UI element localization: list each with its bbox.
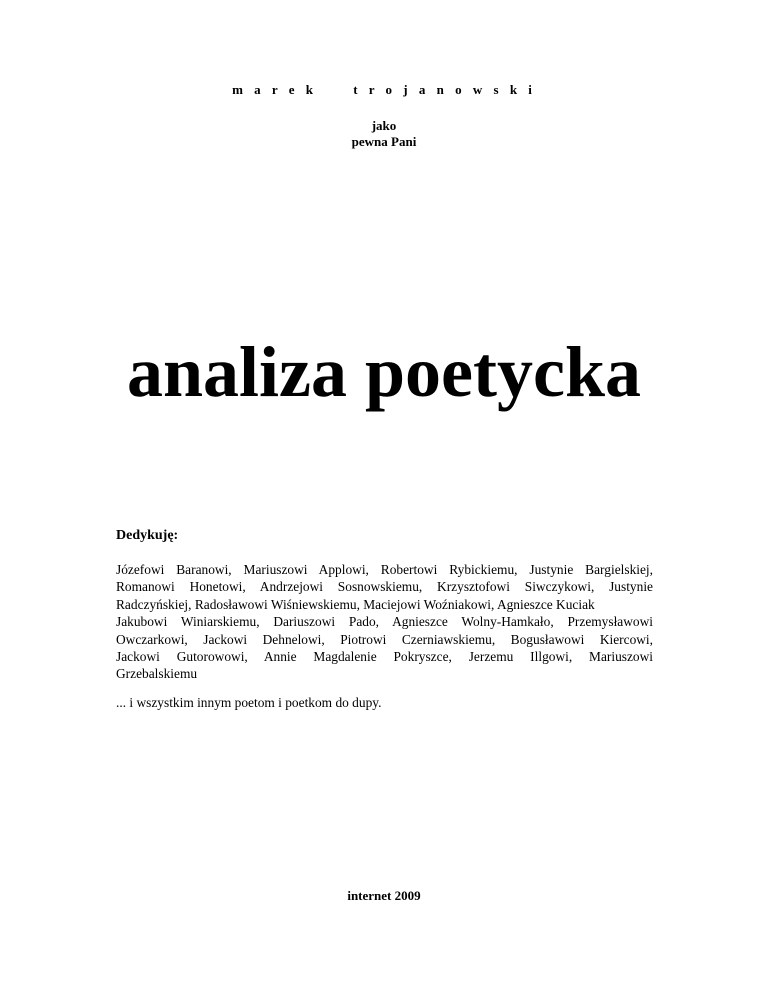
dedication-closing: ... i wszystkim innym poetom i poetkom do dupy. [116,695,382,710]
dedication-line: Grzebalskiemu [116,666,198,682]
subtitle-line-2: pewna Pani [351,134,417,149]
dedication-line: Jakubowi Winiarskiemu, Dariuszowi Pado, Agnieszce Wolny-Hamkało, Przemysławowi [116,614,653,630]
subtitle [0,118,768,150]
main-title: analiza poetycka [127,332,641,412]
footer-text: internet 2009 [347,888,421,903]
dedication-heading: Dedykuję: [116,528,179,543]
dedication-body [116,561,653,683]
dedication-line: Romanowi Honetowi, Andrzejowi Sosnowskiemu, Krzysztofowi Siwczykowi, Justynie [116,579,653,595]
dedication-line: Jackowi Gutorowowi, Annie Magdalenie Pokryszce, Jerzemu Illgowi, Mariuszowi [116,649,653,665]
dedication-line: Radczyńskiej, Radosławowi Wiśniewskiemu, Maciejowi Woźniakowi, Agnieszce Kuciak [116,596,595,612]
dedication-line: Józefowi Baranowi, Mariuszowi Applowi, Robertowi Rybickiemu, Justynie Bargielskiej, [116,562,653,577]
subtitle-line-1: jako [371,118,397,133]
dedication-line: Owczarkowi, Jackowi Dehnelowi, Piotrowi Czerniawskiemu, Bogusławowi Kiercowi, [116,631,653,647]
author-name: m a r e k t r o j a n o w s k i [232,82,536,97]
